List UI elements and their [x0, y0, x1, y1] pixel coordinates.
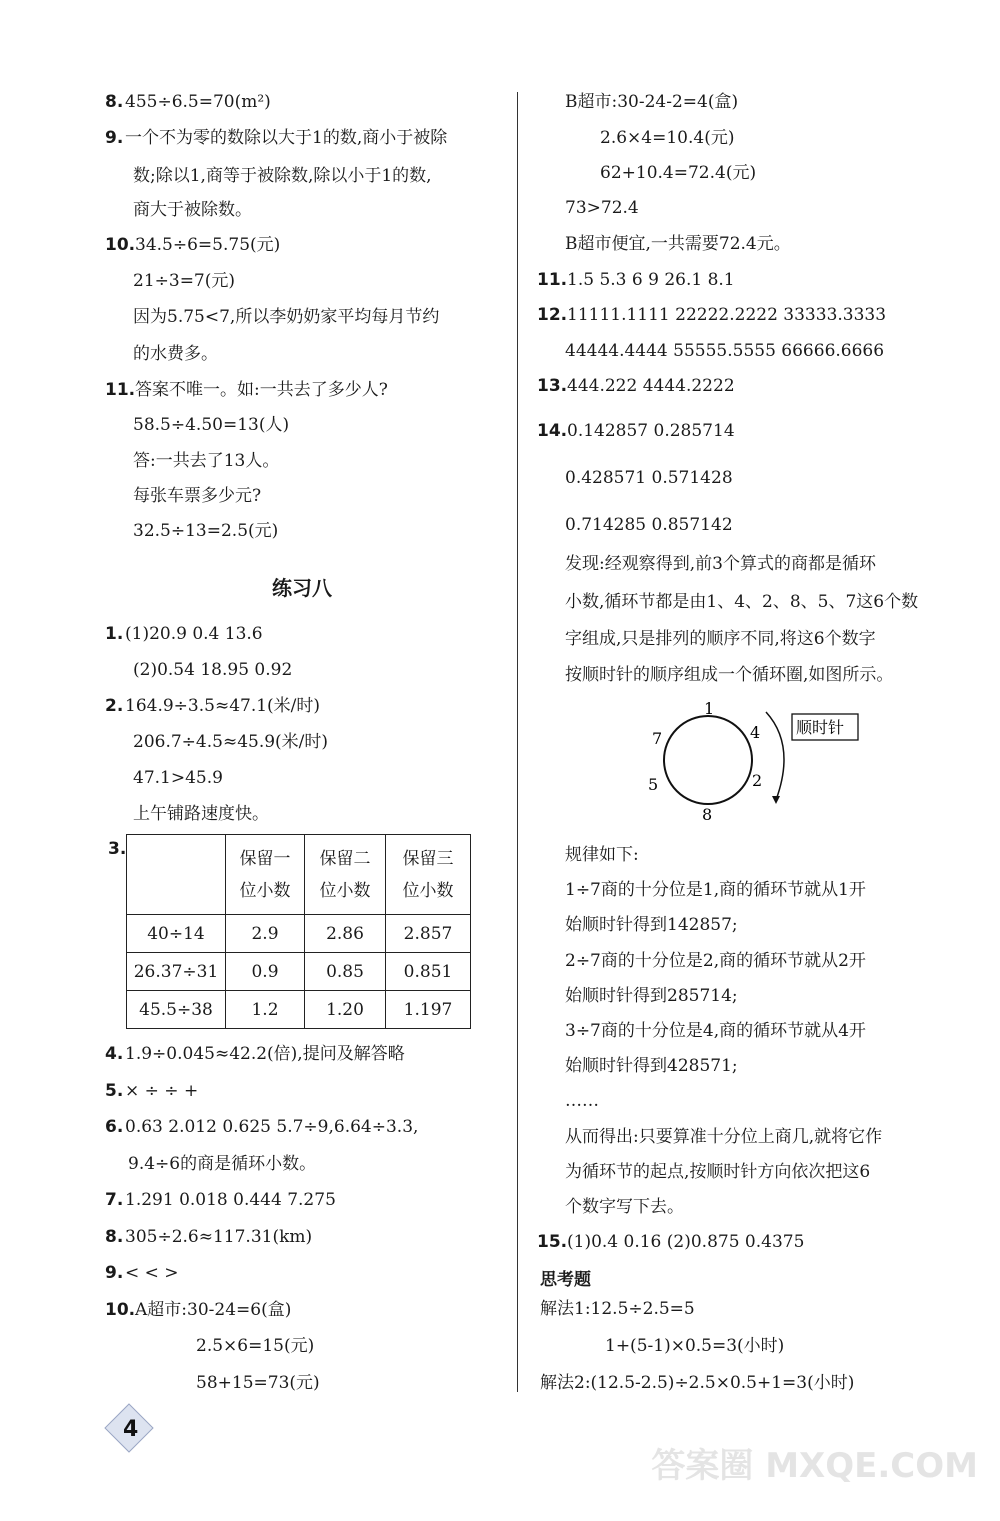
- answer-text: 答:一共去了13人。: [133, 451, 280, 471]
- page-number: 4: [123, 1417, 139, 1442]
- answer-text: (1)20.9 0.4 13.6: [125, 624, 263, 644]
- answer-text: 0.142857 0.285714: [567, 421, 735, 441]
- table-cell: 45.5÷38: [127, 991, 226, 1029]
- answer-text: 164.9÷3.5≈47.1(米/时): [125, 696, 321, 716]
- answer-text: 11111.1111 22222.2222 33333.3333: [567, 305, 887, 325]
- table-cell: 1.2: [226, 991, 305, 1029]
- answer-text: 0.63 2.012 0.625 5.7÷9,6.64÷3.3,: [125, 1117, 419, 1137]
- question-number: 8.: [105, 1226, 124, 1247]
- answer-text: B超市便宜,一共需要72.4元。: [565, 234, 791, 254]
- answer-text: 发现:经观察得到,前3个算式的商都是循环: [565, 554, 876, 574]
- question-number: 11.: [105, 380, 136, 400]
- cycle-label: 7: [652, 729, 663, 748]
- answer-text: 一个不为零的数除以大于1的数,商小于被除: [125, 128, 448, 148]
- answer-text: 444.222 4444.2222: [567, 376, 735, 396]
- answer-text: 的水费多。: [133, 344, 218, 364]
- table-cell: 40÷14: [127, 915, 226, 953]
- answer-text: 2÷7商的十分位是2,商的循环节就从2开: [565, 950, 866, 971]
- answer-text: × ÷ ÷ +: [125, 1080, 199, 1101]
- answer-text: 从而得出:只要算准十分位上商几,就将它作: [565, 1126, 883, 1147]
- answer-text: 商大于被除数。: [133, 200, 252, 220]
- answer-text: 始顺时针得到285714;: [565, 985, 738, 1006]
- cycle-label: 5: [648, 775, 659, 794]
- answer-text: 为循环节的起点,按顺时针方向依次把这6: [565, 1161, 871, 1182]
- answer-text: 始顺时针得到428571;: [565, 1056, 738, 1077]
- question-number: 7.: [105, 1190, 124, 1210]
- clockwise-arrow: [766, 712, 784, 800]
- answer-text: 每张车票多少元?: [133, 486, 262, 506]
- answer-text: < < >: [125, 1263, 179, 1283]
- answer-text: 3÷7商的十分位是4,商的循环节就从4开: [565, 1021, 866, 1041]
- answer-text: 1.5 5.3 6 9 26.1 8.1: [567, 270, 735, 290]
- arrow-head: [772, 796, 780, 804]
- answer-text: 因为5.75<7,所以李奶奶家平均每月节约: [133, 307, 440, 327]
- question-number: 8.: [105, 92, 124, 112]
- rounding-table: [126, 834, 471, 1029]
- answer-text: 小数,循环节都是由1、4、2、8、5、7这6个数: [565, 592, 919, 612]
- answer-text: 1+(5-1)×0.5=3(小时): [605, 1336, 785, 1356]
- question-number: 14.: [537, 421, 568, 441]
- cycle-circle: [664, 716, 752, 804]
- answer-text: (2)0.54 18.95 0.92: [133, 660, 293, 680]
- question-number: 12.: [537, 305, 568, 325]
- answer-text: 字组成,只是排列的顺序不同,将这6个数字: [565, 629, 876, 649]
- answer-text: 按顺时针的顺序组成一个循环圈,如图所示。: [565, 665, 894, 685]
- answer-text: 个数字写下去。: [565, 1197, 684, 1217]
- question-number: 1.: [105, 624, 124, 644]
- table-header: 保留二 位小数: [305, 835, 386, 915]
- answer-text: 始顺时针得到142857;: [565, 915, 738, 936]
- answer-text: 1.291 0.018 0.444 7.275: [125, 1190, 336, 1210]
- answer-text: A超市:30-24=6(盒): [135, 1299, 292, 1320]
- cycle-label: 1: [704, 700, 715, 718]
- question-number: 15.: [537, 1232, 568, 1253]
- table-cell: 2.9: [226, 915, 305, 953]
- answer-text: 34.5÷6=5.75(元): [135, 235, 281, 255]
- answer-text: 32.5÷13=2.5(元): [133, 521, 279, 541]
- answer-text: 数;除以1,商等于被除数,除以小于1的数,: [133, 166, 432, 186]
- table-cell: 1.197: [386, 991, 471, 1029]
- clockwise-label: 顺时针: [796, 718, 845, 737]
- cycle-label: 8: [702, 805, 713, 824]
- table-header: 保留一 位小数: [226, 835, 305, 915]
- column-divider: [517, 92, 518, 1392]
- answer-text: (1)0.4 0.16 (2)0.875 0.4375: [567, 1232, 805, 1253]
- answer-text: 9.4÷6的商是循环小数。: [128, 1153, 317, 1174]
- question-number: 4.: [105, 1044, 124, 1064]
- cycle-label: 4: [750, 723, 761, 742]
- answer-text: 206.7÷4.5≈45.9(米/时): [133, 732, 329, 752]
- answer-text: 0.428571 0.571428: [565, 468, 733, 488]
- table-cell: 0.851: [386, 953, 471, 991]
- answer-text: 上午铺路速度快。: [133, 804, 269, 824]
- answer-text: 58+15=73(元): [196, 1372, 320, 1393]
- answer-text: 2.6×4=10.4(元): [600, 128, 735, 148]
- answer-text: 62+10.4=72.4(元): [600, 163, 757, 183]
- question-number: 9.: [105, 1263, 124, 1283]
- answer-text: 1÷7商的十分位是1,商的循环节就从1开: [565, 880, 866, 901]
- answer-text: 73>72.4: [565, 198, 639, 218]
- answer-text: B超市:30-24-2=4(盒): [565, 92, 739, 112]
- answer-text: 58.5÷4.50=13(人): [133, 415, 290, 435]
- answer-text: 455÷6.5=70(m²): [125, 92, 271, 112]
- answer-text: 规律如下:: [565, 845, 639, 865]
- question-number: 11.: [537, 270, 568, 290]
- table-cell: 26.37÷31: [127, 953, 226, 991]
- table-cell: 0.85: [305, 953, 386, 991]
- answer-text: 305÷2.6≈117.31(km): [125, 1226, 313, 1247]
- answer-text: 44444.4444 55555.5555 66666.6666: [565, 341, 885, 361]
- think-title: 思考题: [540, 1270, 591, 1290]
- table-cell: 2.86: [305, 915, 386, 953]
- answer-text: 21÷3=7(元): [133, 271, 236, 291]
- answer-text: 答案不唯一。如:一共去了多少人?: [135, 380, 388, 400]
- section-title: 练习八: [272, 576, 332, 600]
- table-corner: [127, 835, 226, 915]
- answer-text: 解法1:12.5÷2.5=5: [540, 1299, 695, 1319]
- question-number: 13.: [537, 376, 568, 396]
- table-cell: 0.9: [226, 953, 305, 991]
- question-number: 10.: [105, 1299, 136, 1320]
- page-number-badge: [103, 1402, 155, 1454]
- question-number-3: 3.: [108, 839, 127, 859]
- answer-text: ……: [565, 1091, 599, 1112]
- table-header: 保留三 位小数: [386, 835, 471, 915]
- question-number: 5.: [105, 1080, 124, 1101]
- answer-text: 1.9÷0.045≈42.2(倍),提问及解答略: [125, 1044, 405, 1064]
- answer-text: 47.1>45.9: [133, 768, 223, 788]
- question-number: 6.: [105, 1117, 124, 1137]
- answer-text: 2.5×6=15(元): [196, 1336, 315, 1356]
- table-cell: 1.20: [305, 991, 386, 1029]
- question-number: 10.: [105, 235, 136, 255]
- watermark: 答案圈 MXQE.COM: [651, 1446, 978, 1486]
- question-number: 9.: [105, 128, 124, 148]
- table-cell: 2.857: [386, 915, 471, 953]
- question-number: 2.: [105, 696, 124, 716]
- cycle-diagram: [636, 700, 876, 825]
- cycle-label: 2: [752, 771, 763, 790]
- answer-text: 解法2:(12.5-2.5)÷2.5×0.5+1=3(小时): [540, 1373, 855, 1393]
- answer-text: 0.714285 0.857142: [565, 515, 733, 535]
